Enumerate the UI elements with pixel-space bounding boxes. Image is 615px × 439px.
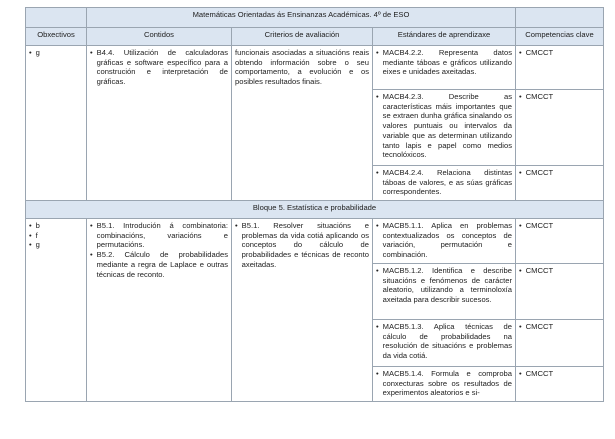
standard-text: MACB4.2.2. Representa datos mediante táboas e gráficos utilizando eixes e unidades axeitadas. <box>382 48 512 77</box>
objective-label: g <box>35 240 40 250</box>
standard-item <box>376 221 512 260</box>
table-row <box>26 219 604 264</box>
standard-cell <box>373 166 516 201</box>
competence-item <box>519 92 600 102</box>
block-title-row <box>26 201 604 219</box>
standard-item <box>376 168 512 197</box>
standard-text: MACB5.1.3. Aplica técnicas de cálculo de probabilidades na resolución de situacións e problemas da vida cotiá. <box>382 322 512 361</box>
standard-text: MACB5.1.2. Identifica e describe situacións e fenómenos de carácter aleatorio, utilizando a terminoloxía axeitada para describir sucesos. <box>382 266 512 305</box>
standard-text: MACB4.2.3. Describe as características máis importantes que se extraen dunha gráfica sinalando os valores puntuais ou intervalos da variable que as determinan utilizando tanto lapis e papel como medios tecnolóxicos. <box>382 92 512 160</box>
bullet: • <box>29 230 32 240</box>
title-blank-cell-right <box>516 8 604 28</box>
bullet: • <box>519 369 522 378</box>
contents-cell <box>87 219 232 402</box>
bullet: • <box>235 221 238 230</box>
bullet: • <box>376 168 379 177</box>
content-text: B5.2. Cálculo de probabilidades mediante a regra de Laplace e outras técnicas de reconto. <box>96 250 228 279</box>
objective-item <box>29 240 83 250</box>
competence-item <box>519 322 600 332</box>
bullet: • <box>519 322 522 331</box>
objective-label: g <box>35 48 40 57</box>
objective-item <box>29 221 83 231</box>
contents-cell <box>87 46 232 201</box>
standard-text: MACB5.1.4. Formula e comproba conxecturas sobre os resultados de experimentos aleatorios e si- <box>382 369 512 398</box>
header-contents: Contidos <box>87 28 232 46</box>
title-blank-cell <box>26 8 87 28</box>
bullet: • <box>376 266 379 275</box>
objective-item <box>29 48 83 58</box>
competence-text: CMCCT <box>525 221 554 230</box>
standard-item <box>376 369 512 398</box>
standard-text: MACB4.2.4. Relaciona distintas táboas de valores, e as súas gráficas correspondentes. <box>382 168 512 197</box>
content-text: B5.1. Introdución á combinatoria: combinacións, variacións e permutacións. <box>96 221 228 250</box>
standard-cell <box>373 46 516 90</box>
competence-item <box>519 221 600 231</box>
criteria-cell <box>232 219 373 402</box>
bullet: • <box>90 221 93 230</box>
standard-text: MACB5.1.1. Aplica en problemas contextualizados os conceptos de variación, permutación e combinación. <box>382 221 512 260</box>
competence-text: CMCCT <box>525 322 554 331</box>
content-item <box>90 221 228 250</box>
standard-item <box>376 48 512 77</box>
competence-text: CMCCT <box>525 168 554 177</box>
objective-label: f <box>35 230 38 240</box>
competence-item <box>519 369 600 379</box>
criterion-text: B5.1. Resolver situacións e problemas da vida cotiá aplicando os conceptos do cálculo de probabilidades e técnicas de reconto axeitadas. <box>241 221 369 269</box>
bullet: • <box>29 221 32 230</box>
header-competences: Competencias clave <box>516 28 604 46</box>
competence-text: CMCCT <box>525 48 554 57</box>
competence-cell <box>516 264 604 320</box>
standard-cell <box>373 90 516 166</box>
competence-item <box>519 168 600 178</box>
table-title-row <box>26 8 604 28</box>
bullet: • <box>29 48 32 57</box>
bullet: • <box>519 48 522 57</box>
bullet: • <box>519 266 522 275</box>
bullet: • <box>519 221 522 230</box>
standard-cell <box>373 320 516 367</box>
header-row <box>26 28 604 46</box>
criterion-text: funcionais asociadas a situacións reais obtendo información sobre o seu comportamento, a evolución e os posibles resultados finais. <box>235 48 369 87</box>
objective-item <box>29 231 83 241</box>
competence-cell <box>516 90 604 166</box>
standard-item <box>376 266 512 305</box>
competence-cell <box>516 166 604 201</box>
header-criteria: Criterios de avaliación <box>232 28 373 46</box>
content-item <box>90 48 228 87</box>
block-title: Bloque 5. Estatística e probabilidade <box>26 201 604 219</box>
bullet: • <box>29 240 32 250</box>
curriculum-table <box>25 7 604 402</box>
competence-text: CMCCT <box>525 92 554 101</box>
bullet: • <box>376 48 379 57</box>
bullet: • <box>519 92 522 101</box>
bullet: • <box>90 48 93 57</box>
bullet: • <box>90 250 93 260</box>
header-standards: Estándares de aprendizaxe <box>373 28 516 46</box>
competence-text: CMCCT <box>525 369 554 378</box>
competence-text: CMCCT <box>525 266 554 275</box>
table-row <box>26 46 604 90</box>
competence-cell <box>516 320 604 367</box>
competence-cell <box>516 367 604 402</box>
bullet: • <box>376 369 379 378</box>
criterion-item <box>235 221 369 270</box>
bullet: • <box>376 322 379 331</box>
criteria-cell <box>232 46 373 201</box>
bullet: • <box>376 221 379 230</box>
standard-item <box>376 322 512 361</box>
objectives-cell <box>26 219 87 402</box>
standard-cell <box>373 264 516 320</box>
objective-label: b <box>35 221 40 230</box>
table-title: Matemáticas Orientadas ás Ensinanzas Académicas. 4º de ESO <box>87 8 516 28</box>
competence-item <box>519 266 600 276</box>
bullet: • <box>519 168 522 177</box>
content-item <box>90 250 228 279</box>
competence-cell <box>516 46 604 90</box>
content-text: B4.4. Utilización de calculadoras gráficas e software específico para a construción e interpretación de gráficas. <box>96 48 228 87</box>
competence-cell <box>516 219 604 264</box>
bullet: • <box>376 92 379 101</box>
standard-cell <box>373 219 516 264</box>
standard-item <box>376 92 512 160</box>
standard-cell <box>373 367 516 402</box>
competence-item <box>519 48 600 58</box>
header-objectives: Obxectivos <box>26 28 87 46</box>
objectives-cell <box>26 46 87 201</box>
